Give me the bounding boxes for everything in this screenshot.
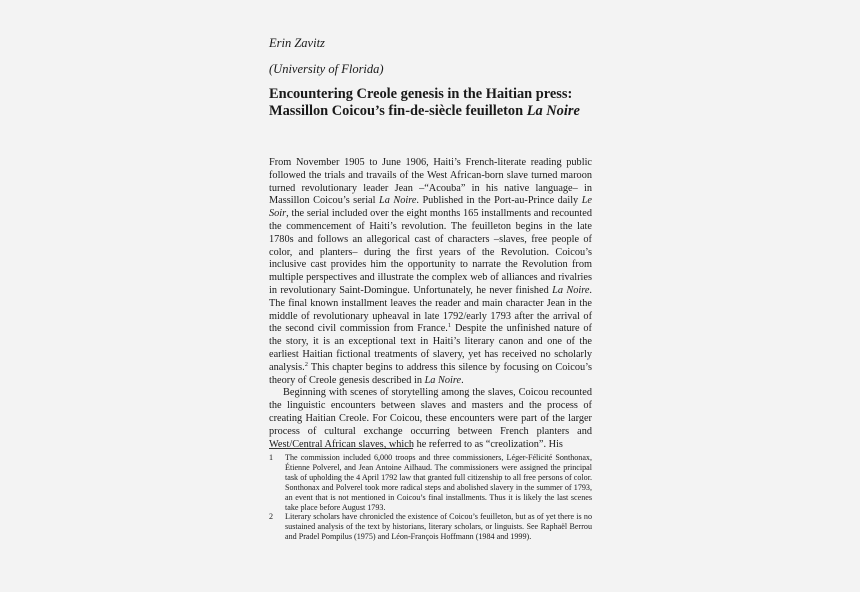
title-line-1: Encountering Creole genesis in the Haitian press: — [269, 86, 573, 102]
paragraph-1 — [269, 157, 592, 387]
text-run: , the serial included over the eight months 165 installments and recounted the commencement of Haiti’s revolution. The feuilleton begins in the late 1780s and follows an allegorical cast of characters –slaves, free people of color, and planters– during the first years of the Revolution. Coicou’s inclusive cast provides him the opportunity to narrate the Revolution from multiple perspectives and illustrate the complex web of alliances and rivalries in revolutionary Saint-Domingue. Unfortunately, he never finished — [269, 208, 592, 296]
footnotes — [269, 453, 592, 542]
chapter-title — [269, 86, 599, 120]
author-affiliation: (University of Florida) — [269, 62, 384, 76]
footnote-1 — [269, 453, 592, 512]
footnote-number: 2 — [269, 512, 274, 522]
text-run: Despite the unfinished nature of the story, it is an exceptional text in Haiti’s literary canon and one of the earliest Haitian fictional treatments of slavery, yet has received no scholarly analysis. — [269, 323, 592, 373]
text-run: . The final known installment leaves the reader and main character Jean in the middle of revolutionary upheaval in late 1792/early 1793 after the arrival of the second civil commission from France. — [269, 284, 592, 335]
text-run: From November 1905 to June 1906, Haiti’s French-literate reading public followed the trials and travails of the West African-born slave turned maroon turned revolutionary leader Jean –“Acouba” in his native language– in Massillon Coicou’s serial — [269, 157, 592, 207]
italic-run: La Noire — [378, 195, 417, 207]
text-run: . — [461, 374, 464, 386]
footnote-number: 1 — [269, 453, 274, 462]
footnote-text: The commission included 6,000 troops and three commissioners, Léger-Félicité Sonthonax, Étienne Polverel, and Jean Antoine Ailhaud. The commissioners were assigned the principal task of upholding the 4 April 1792 law that granted full citizenship to all free persons of color. Sonthonax and Polverel took more radical steps and abolished slavery in the summer of 1793, an event that is not mentioned in Coicou’s final installments. Thus it is likely the last scenes take place before August 1793. — [285, 453, 592, 512]
title-italic-work: La Noire — [526, 103, 580, 119]
body-text — [269, 157, 592, 451]
footnote-separator — [269, 448, 413, 449]
footnote-ref-2[interactable]: 2 — [304, 360, 308, 368]
text-run: This chapter begins to address this silence by focusing on Coicou’s theory of Creole genesis described in — [269, 361, 592, 386]
title-line-2: Massillon Coicou’s fin-de-siècle feuilleton — [269, 103, 524, 119]
italic-run: La Noire — [424, 374, 462, 386]
footnote-text: Literary scholars have chronicled the existence of Coicou’s feuilleton, but as of yet there is no sustained analysis of the text by historians, literary scholars, or linguists. See Raphaël Berrou and Pradel Pompilus (1975) and Léon-François Hoffmann (1984 and 1999). — [285, 512, 592, 542]
italic-run: Le Soir — [269, 195, 592, 220]
footnote-ref-1[interactable]: 1 — [447, 322, 452, 330]
text-run: . Published in the Port-au-Prince daily — [416, 195, 582, 207]
italic-run: La Noire — [552, 284, 590, 296]
paragraph-2: Beginning with scenes of storytelling among the slaves, Coicou recounted the linguistic encounters between slaves and masters and the process of creating Haitian Creole. For Coicou, these encounters were part of the larger process of cultural exchange occurring between French planters and West/Central African slaves, which he referred to as “creolization”. His — [269, 387, 592, 450]
footnote-2 — [269, 512, 592, 542]
author-name: Erin Zavitz — [269, 36, 325, 50]
